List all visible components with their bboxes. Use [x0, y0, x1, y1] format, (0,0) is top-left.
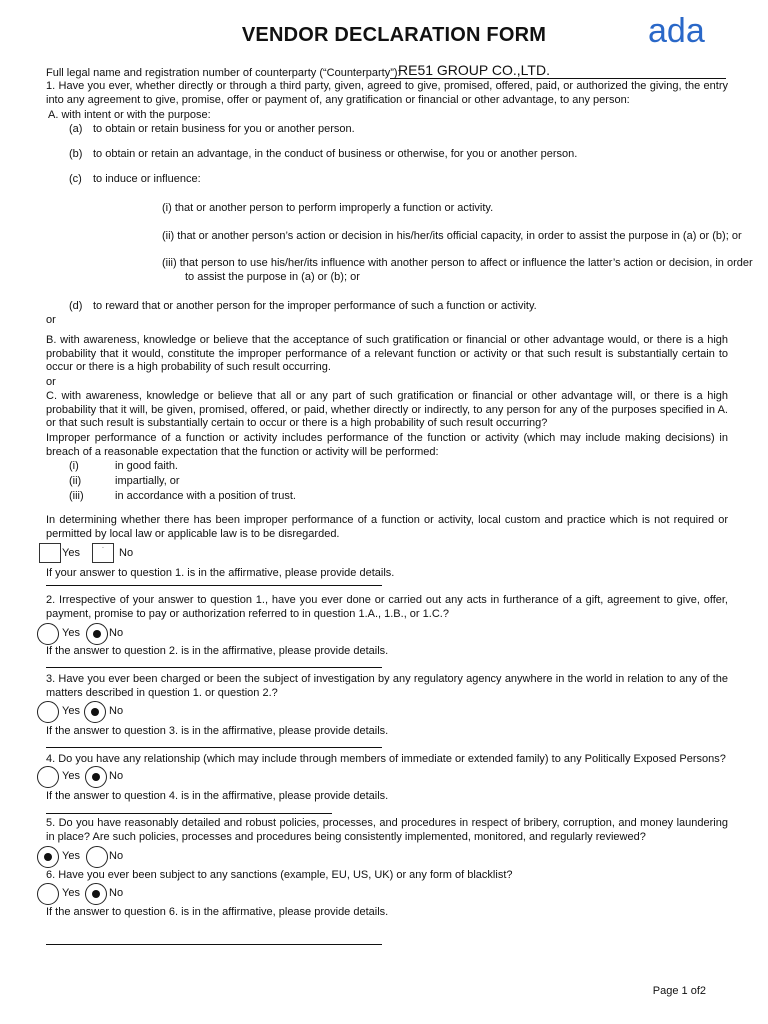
q3-no-label: No: [109, 705, 124, 717]
q2-answer: [36, 622, 156, 646]
q1-determining-text: In determining whether there has been improper performance of a function or activity, local custom and practice which is not required or permitted by local law or applicable law is to be disregarded.: [46, 514, 728, 540]
q1-a-item-b: (b) to obtain or retain an advantage, in the conduct of business or otherwise, for you or another person.: [69, 148, 578, 160]
q1-yes-label: Yes: [62, 547, 80, 559]
ada-logo: [648, 12, 728, 48]
q1-a-item-d: (d) to reward that or another person for the improper performance of such a function or activity.: [69, 300, 537, 312]
counterparty-label: Full legal name and registration number of counterparty (“Counterparty”):: [46, 67, 401, 79]
radio-selected-dot: [92, 773, 100, 781]
question-2-text: 2. Irrespective of your answer to question 1., have you ever done or carried out any acts in furtherance of a gift, agreement to give, offer, payment, promise to pay or authorization referred to in question 1.A., 1.B., or 1.C.?: [46, 594, 728, 620]
q5-no-label: No: [109, 850, 124, 862]
q4-yes-radio[interactable]: [37, 766, 59, 788]
question-4-text: 4. Do you have any relationship (which may include through members of immediate or extended family) to any Politically Exposed Persons?: [46, 753, 726, 765]
q2-details-line[interactable]: [46, 667, 382, 668]
q1-c-sub-ii: (ii) that or another person’s action or decision in his/her/its official capacity, in order to assist the purpose in (a) or (b); or: [162, 230, 742, 242]
logo-text: ada: [648, 12, 705, 48]
checkbox-mark-icon: ˙: [102, 546, 105, 555]
q1-c-sub-iii-cont: to assist the purpose in (a) or (b); or: [185, 271, 360, 283]
q4-details-line[interactable]: [46, 813, 332, 814]
q1-c-sub-i: (i) that or another person to perform improperly a function or activity.: [162, 202, 494, 214]
q3-details-line[interactable]: [46, 747, 382, 748]
q3-no-radio[interactable]: [84, 701, 106, 723]
q1-a-item-a: (a) to obtain or retain business for you or another person.: [69, 123, 355, 135]
q3-yes-label: Yes: [62, 705, 80, 717]
q1-or-1: or: [46, 314, 56, 326]
question-6-text: 6. Have you ever been subject to any sanctions (example, EU, US, UK) or any form of blacklist?: [46, 869, 513, 881]
q2-yes-radio[interactable]: [37, 623, 59, 645]
q2-yes-label: Yes: [62, 627, 80, 639]
q1-no-checkbox[interactable]: [92, 543, 114, 563]
q1-improper-text: Improper performance of a function or activity includes performance of the function or activity (which may include making decisions) in breach of a reasonable expectation that the function or activity will be performed:: [46, 432, 728, 458]
q3-answer: [36, 700, 156, 724]
form-title: VENDOR DECLARATION FORM: [241, 24, 547, 46]
q2-details-prompt: If the answer to question 2. is in the affirmative, please provide details.: [46, 645, 389, 657]
q2-no-radio[interactable]: [86, 623, 108, 645]
question-3-text: 3. Have you ever been charged or been the subject of investigation by any regulatory agency anywhere in the world in relation to any of the matters described in question 1. or question 2.?: [46, 673, 728, 699]
q1-or-2: or: [46, 376, 56, 388]
q2-no-label: No: [109, 627, 124, 639]
q1-b-text: B. with awareness, knowledge or believe that the acceptance of such gratification or financial or other advantage would, or there is a high probability that it would, constitute the improper performance of a relevant function or activity or that such result is substantially certain to occur or there is a high probability of such result occurring.: [46, 334, 728, 374]
q1-a-intro: A. with intent or with the purpose:: [48, 109, 211, 121]
q6-yes-label: Yes: [62, 887, 80, 899]
q4-no-radio[interactable]: [85, 766, 107, 788]
q4-no-label: No: [109, 770, 124, 782]
question-5-text: 5. Do you have reasonably detailed and robust policies, processes, and procedures in respect of bribery, corruption, and money laundering in place? Are such policies, processes and procedures being consistently implemented, monitored, and regularly reviewed?: [46, 817, 728, 843]
q5-no-radio[interactable]: [86, 846, 108, 868]
q6-answer: [36, 882, 156, 906]
radio-selected-dot: [91, 708, 99, 716]
q3-yes-radio[interactable]: [37, 701, 59, 723]
q1-details-line[interactable]: [46, 585, 382, 586]
question-1-text: 1. Have you ever, whether directly or through a third party, given, agreed to give, promised, offered, paid, or authorized the giving, the entry into any agreement to give, promise, offer or payment of, any gratification or financial or other advantage, to any person:: [46, 80, 728, 106]
counterparty-name-field[interactable]: RE51 GROUP CO.,LTD.: [390, 62, 726, 79]
q1-details-prompt: If your answer to question 1. is in the affirmative, please provide details.: [46, 567, 395, 579]
q6-details-line[interactable]: [46, 944, 382, 945]
q6-no-label: No: [109, 887, 124, 899]
q1-c-text: C. with awareness, knowledge or believe that all or any part of such gratification or financial or other advantage will, or there is a high probability that it will, be given, promised, offered, or paid, whether directly or indirectly, to any person for any of the purposes specified in A. or that such result is substantially certain to occur or there is a high probability of such result occurring?: [46, 390, 728, 430]
q5-yes-radio[interactable]: [37, 846, 59, 868]
page-number: Page 1 of2: [652, 985, 706, 997]
radio-selected-dot: [92, 890, 100, 898]
q6-yes-radio[interactable]: [37, 883, 59, 905]
radio-selected-dot: [44, 853, 52, 861]
q1-a-item-c: (c) to induce or influence:: [69, 173, 201, 185]
improper-item-i: (i) in good faith.: [69, 460, 178, 472]
q4-details-prompt: If the answer to question 4. is in the affirmative, please provide details.: [46, 790, 389, 802]
q4-yes-label: Yes: [62, 770, 80, 782]
radio-selected-dot: [93, 630, 101, 638]
improper-item-iii: (iii) in accordance with a position of trust.: [69, 490, 296, 502]
q1-answer: [36, 542, 156, 566]
q3-details-prompt: If the answer to question 3. is in the affirmative, please provide details.: [46, 725, 389, 737]
q1-no-label: No: [119, 547, 134, 559]
q1-yes-checkbox[interactable]: [39, 543, 61, 563]
q5-yes-label: Yes: [62, 850, 80, 862]
q4-answer: [36, 765, 156, 789]
q6-details-prompt: If the answer to question 6. is in the affirmative, please provide details.: [46, 906, 389, 918]
improper-item-ii: (ii) impartially, or: [69, 475, 180, 487]
q6-no-radio[interactable]: [85, 883, 107, 905]
q1-c-sub-iii: (iii) that person to use his/her/its influence with another person to affect or influence the latter’s action or decision, in order: [162, 257, 753, 269]
q5-answer: [36, 845, 156, 869]
